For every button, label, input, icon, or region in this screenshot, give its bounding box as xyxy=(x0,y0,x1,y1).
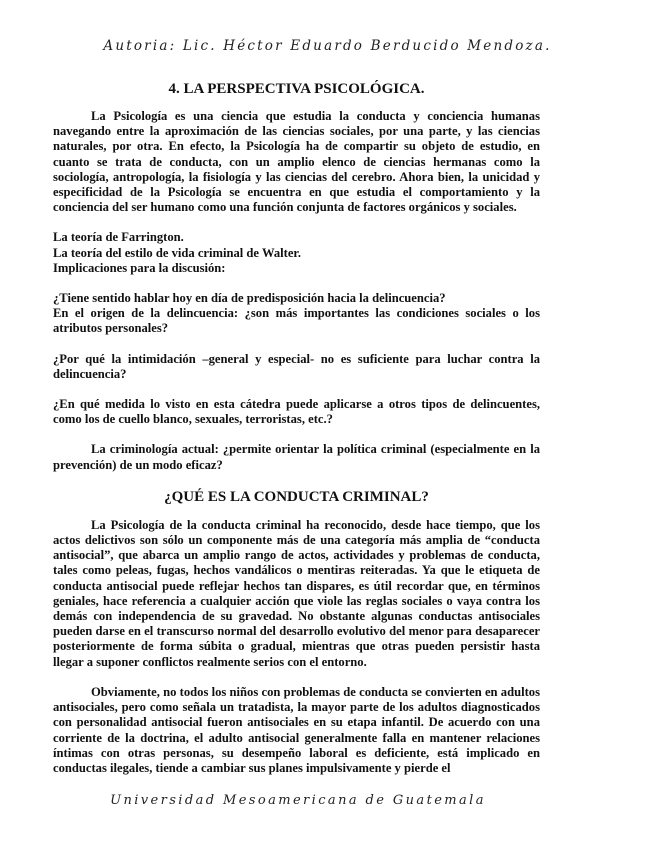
section-title: 4. LA PERSPECTIVA PSICOLÓGICA. xyxy=(168,81,425,97)
question-criminology: La criminología actual: ¿permite orientar la política criminal (especialmente en la prevención) de un modo eficaz? xyxy=(53,442,540,472)
theory-item: La teoría de Farrington. xyxy=(53,230,184,245)
antisocial-adults-paragraph: Obviamente, no todos los niños con problemas de conducta se convierten en adultos antisociales, pero como señala un tratadista, la mayor parte de los adultos diagnosticados con personalidad antisocial fueron antisociales en su etapa infantil. De acuerdo con una corriente de la doctrina, el adulto antisocial generalmente falla en mantener relaciones íntimas con otras personas, su desempeño laboral es deficiente, está implicado en conductas ilegales, tiende a cambiar sus planes impulsivamente y pierde el xyxy=(53,684,540,775)
question-predisposition: ¿Tiene sentido hablar hoy en día de predisposición hacia la delincuencia? xyxy=(53,291,446,306)
document-body xyxy=(53,80,540,776)
question-intimidation: ¿Por qué la intimidación –general y especial- no es suficiente para luchar contra la delincuencia? xyxy=(53,351,540,381)
theory-item: La teoría del estilo de vida criminal de Walter. xyxy=(53,245,302,260)
intro-paragraph: La Psicología es una ciencia que estudia la conducta y conciencia humanas navegando entre la aproximación de las ciencias sociales, por una parte, y las ciencias naturales, por otra. En efecto, la Psicología ha de compartir su objeto de estudio, en cuanto se trata de conducta, con un amplio elenco de ciencias hermanas como la sociología, antropología, la fisiología y las ciencias del cerebro. Ahora bien, la unicidad y especificidad de la Psicología se encuentra en que estudia el comportamiento y la conciencia del ser humano como una función conjunta de factores orgánicos y sociales. xyxy=(53,109,540,215)
theory-item: Implicaciones para la discusión: xyxy=(53,260,226,275)
question-origin: En el origen de la delincuencia: ¿son más importantes las condiciones sociales o los atributos personales? xyxy=(53,306,540,336)
question-other-offenders: ¿En qué medida lo visto en esta cátedra puede aplicarse a otros tipos de delincuentes, como los de cuello blanco, sexuales, terroristas, etc.? xyxy=(53,397,540,427)
theories-list xyxy=(53,230,540,276)
criminal-conduct-paragraph: La Psicología de la conducta criminal ha reconocido, desde hace tiempo, que los actos delictivos son sólo un componente más de una categoría más amplia de “conducta antisocial”, que abarca un amplio rango de actos, actividades y problemas de conducta, tales como peleas, fugas, hechos vandálicos o mentiras reiteradas. Ya que le etiqueta de conducta antisocial puede reflejar hechos tan dispares, es útil recordar que, en términos geniales, hace referencia a cualquier acción que viole las reglas sociales o vaya contra los demás con independencia de su gravedad. No obstante algunas conductas antisociales pueden darse en el transcurso normal del desarrollo evolutivo del menor para desaparecer posteriormente de forma súbita o gradual, mientras que otras pueden persistir hasta llegar a suponer conflictos realmente serios con el entorno. xyxy=(53,517,540,669)
page-footer: Universidad Mesoamericana de Guatemala xyxy=(110,793,486,808)
page-header: Autoria: Lic. Héctor Eduardo Berducido Mendoza. xyxy=(103,38,552,54)
subsection-title: ¿QUÉ ES LA CONDUCTA CRIMINAL? xyxy=(164,488,429,505)
